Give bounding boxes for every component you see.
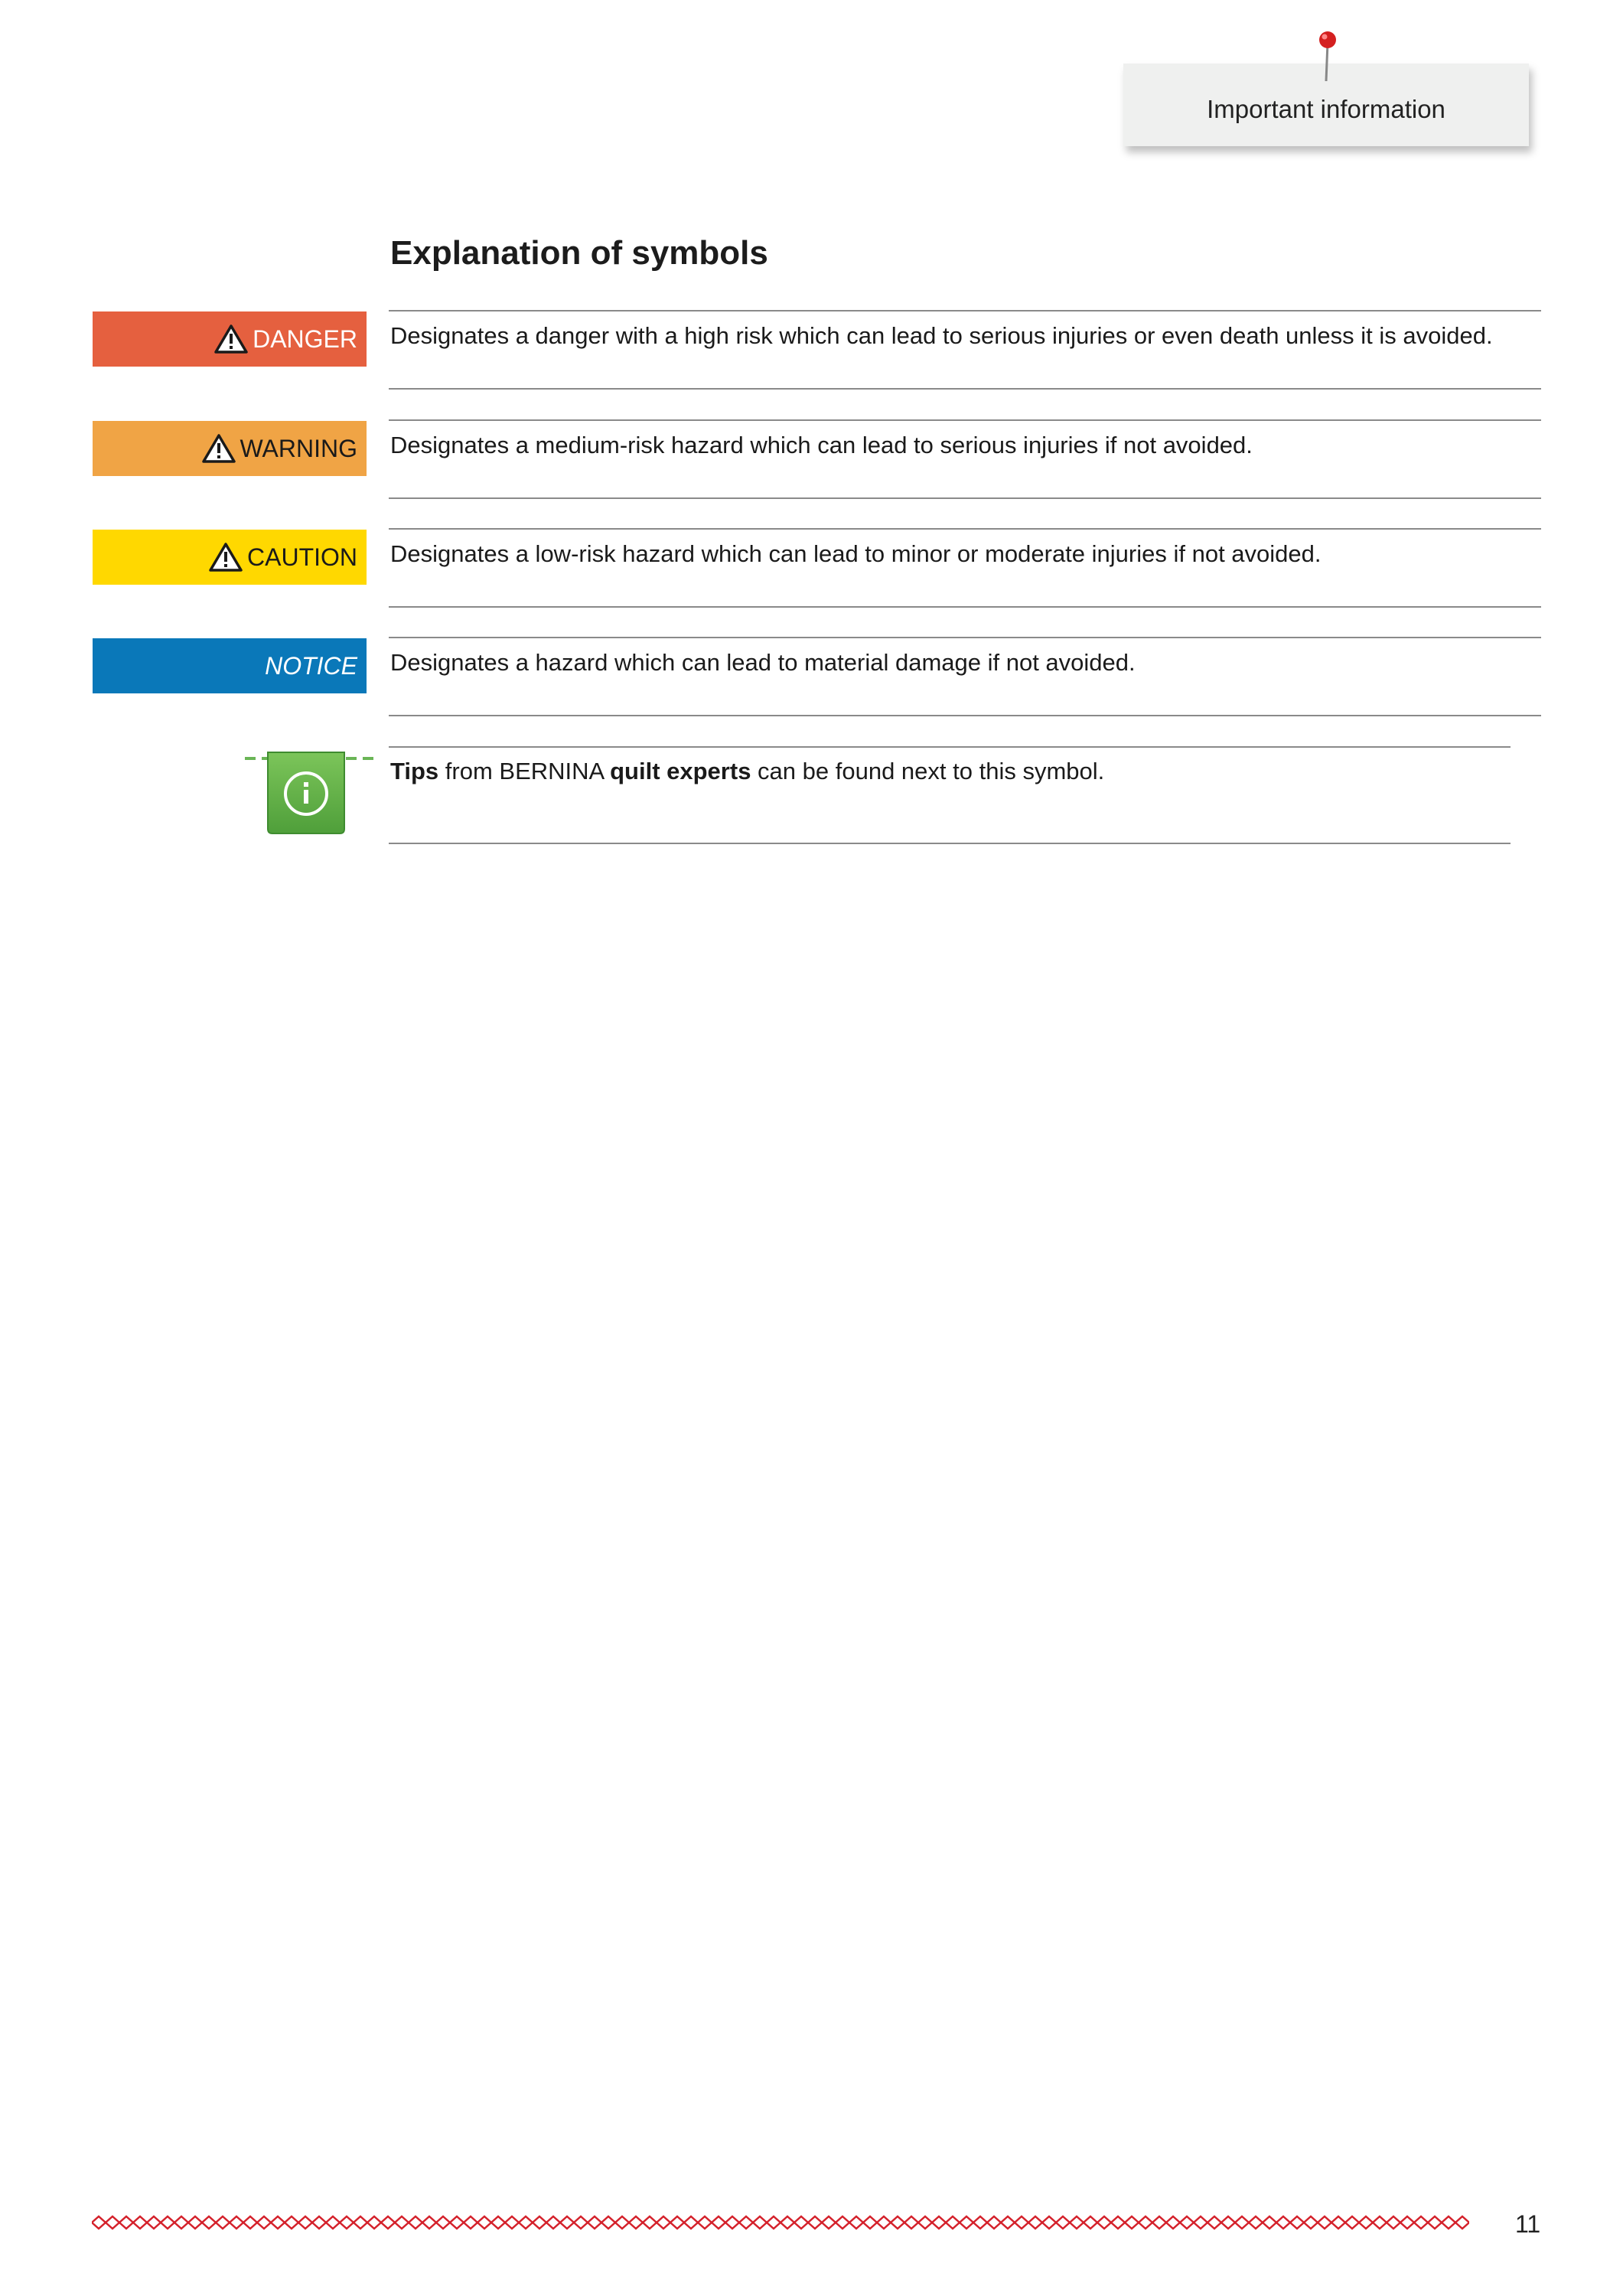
tip-text-1: from BERNINA bbox=[438, 758, 611, 784]
tip-emphasis: quilt experts bbox=[610, 758, 751, 784]
warning-label bbox=[93, 421, 367, 476]
tip-description bbox=[390, 758, 1104, 785]
divider bbox=[389, 528, 1541, 530]
divider bbox=[389, 497, 1541, 499]
tip-text-2: can be found next to this symbol. bbox=[751, 758, 1105, 784]
section-tab-label: Important information bbox=[1207, 95, 1445, 123]
danger-description: Designates a danger with a high risk which can lead to serious injuries or even death unless it is avoided. bbox=[390, 322, 1493, 349]
warning-triangle-icon bbox=[202, 433, 236, 464]
divider bbox=[389, 419, 1541, 421]
caution-description: Designates a low-risk hazard which can lead to minor or moderate injuries if not avoided. bbox=[390, 540, 1322, 567]
tip-lead: Tips bbox=[390, 758, 439, 784]
divider bbox=[389, 606, 1541, 608]
warning-label-text: WARNING bbox=[240, 434, 357, 462]
divider bbox=[389, 715, 1541, 716]
warning-triangle-icon bbox=[209, 542, 243, 572]
divider bbox=[389, 637, 1541, 638]
danger-label-text: DANGER bbox=[253, 325, 357, 353]
caution-label-text: CAUTION bbox=[247, 543, 357, 571]
notice-label bbox=[93, 638, 367, 693]
page-number: 11 bbox=[1515, 2210, 1541, 2238]
divider bbox=[389, 843, 1511, 844]
notice-description: Designates a hazard which can lead to material damage if not avoided. bbox=[390, 649, 1136, 676]
warning-description: Designates a medium-risk hazard which can lead to serious injuries if not avoided. bbox=[390, 432, 1253, 458]
warning-triangle-icon bbox=[214, 324, 248, 354]
pin-icon bbox=[1315, 29, 1341, 83]
danger-label bbox=[93, 311, 367, 367]
stitch-border bbox=[92, 2214, 1469, 2231]
divider bbox=[389, 746, 1511, 748]
divider bbox=[389, 388, 1541, 390]
divider bbox=[389, 310, 1541, 311]
caution-label bbox=[93, 530, 367, 585]
info-tag-icon bbox=[243, 746, 375, 842]
page-title: Explanation of symbols bbox=[390, 234, 768, 272]
notice-label-text: NOTICE bbox=[265, 651, 357, 680]
